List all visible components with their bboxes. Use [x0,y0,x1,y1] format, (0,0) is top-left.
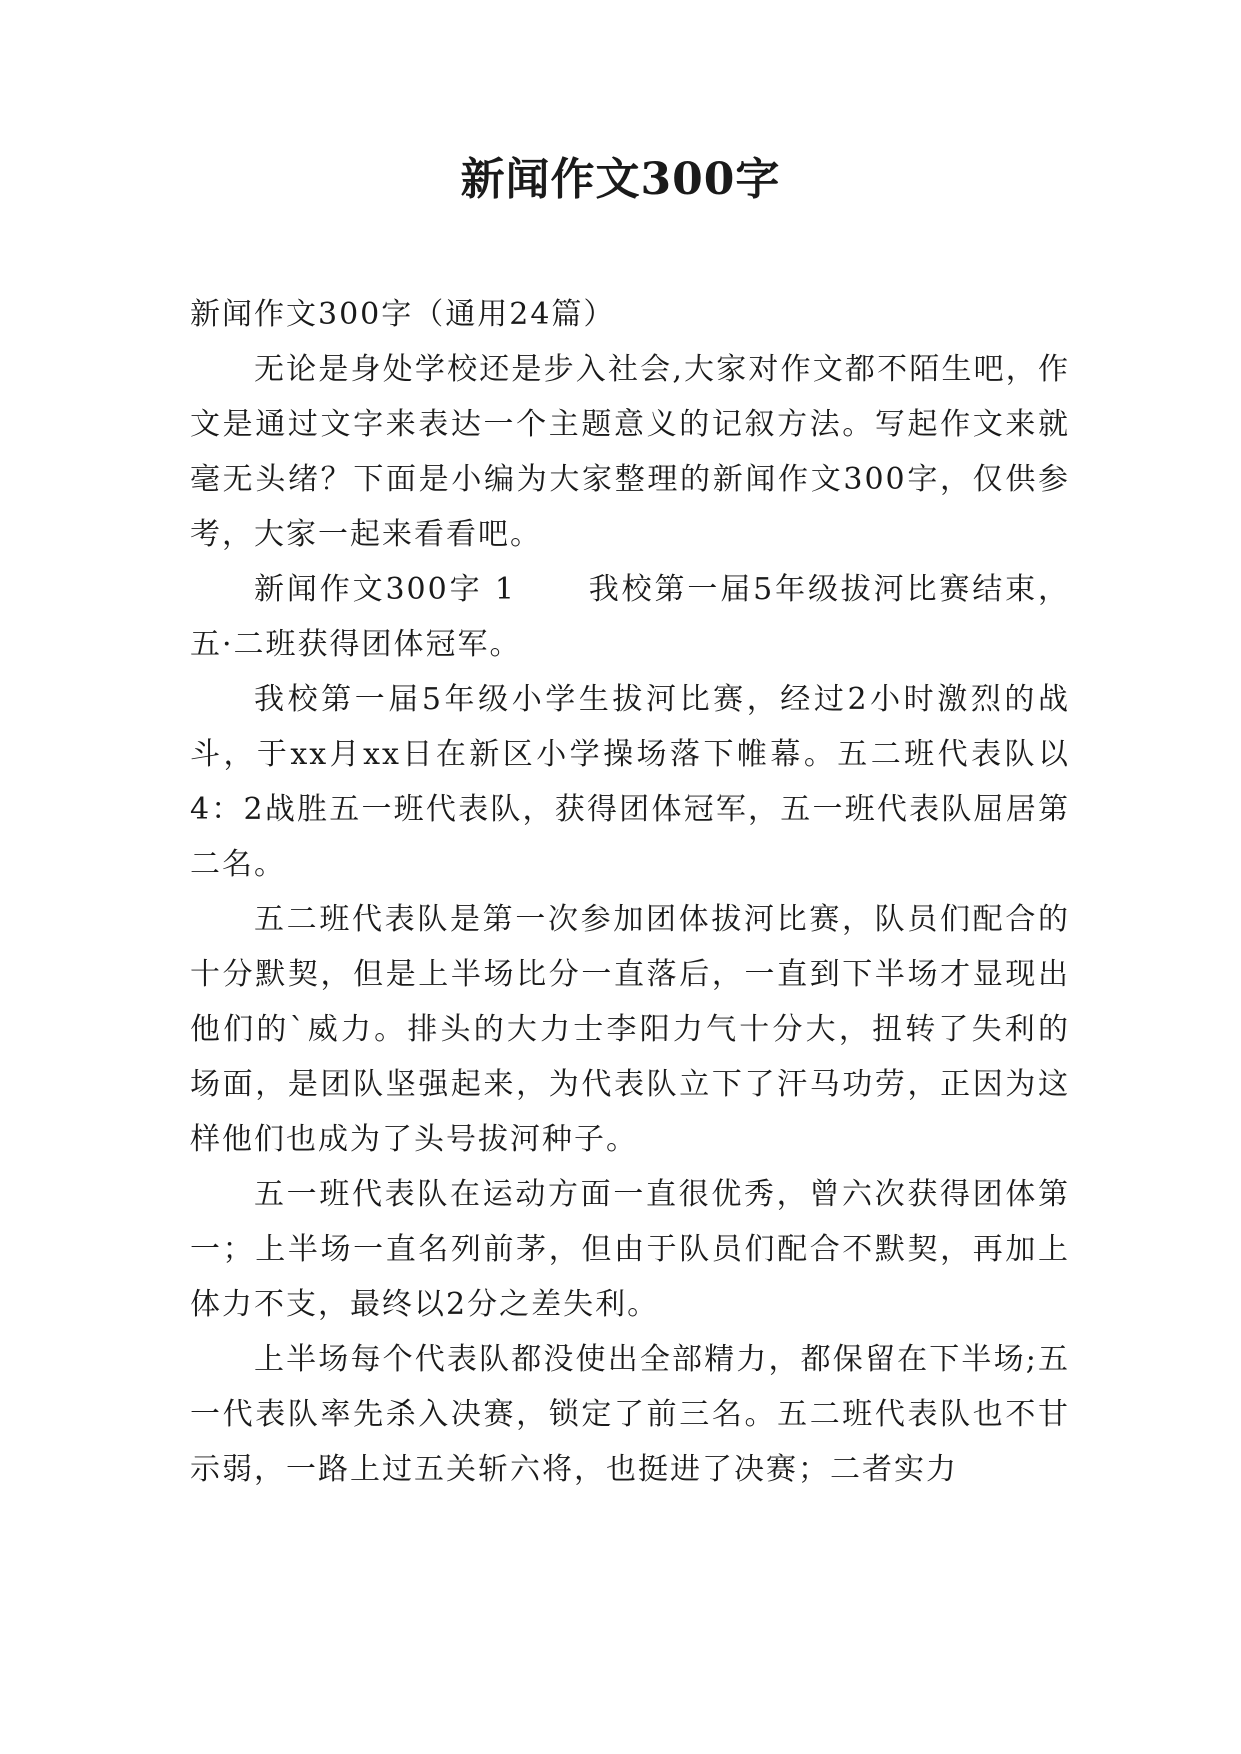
document-body [190,287,1070,1497]
article-label: 新闻作文300字 1 [254,572,516,607]
body-paragraph: 五二班代表队是第一次参加团体拔河比赛，队员们配合的十分默契，但是上半场比分一直落后，一直到下半场才显现出他们的`威力。排头的大力士李阳力气十分大，扭转了失利的场面，是团队坚强起来，为代表队立下了汗马功劳，正因为这样他们也成为了头号拔河种子。 [190,902,1070,1157]
article-heading [190,562,1070,672]
body-paragraph: 五一班代表队在运动方面一直很优秀，曾六次获得团体第一；上半场一直名列前茅，但由于队员们配合不默契，再加上体力不支，最终以2分之差失利。 [190,1177,1070,1322]
body-paragraph: 我校第一届5年级小学生拔河比赛，经过2小时激烈的战斗，于xx月xx日在新区小学操场落下帷幕。五二班代表队以4：2战胜五一班代表队，获得团体冠军，五一班代表队屈居第二名。 [190,682,1070,882]
document-subtitle: 新闻作文300字（通用24篇） [190,297,616,332]
article-headline: 我校第一届5年级拔河比赛结束，五·二班获得团体冠军。 [190,572,1070,662]
document-title: 新闻作文300字 [460,154,781,205]
body-paragraph: 上半场每个代表队都没使出全部精力，都保留在下半场;五一代表队率先杀入决赛，锁定了前三名。五二班代表队也不甘示弱，一路上过五关斩六将，也挺进了决赛；二者实力 [190,1342,1070,1487]
intro-paragraph: 无论是身处学校还是步入社会,大家对作文都不陌生吧，作文是通过文字来表达一个主题意义的记叙方法。写起作文来就毫无头绪？下面是小编为大家整理的新闻作文300字，仅供参考，大家一起来看看吧。 [190,352,1070,552]
